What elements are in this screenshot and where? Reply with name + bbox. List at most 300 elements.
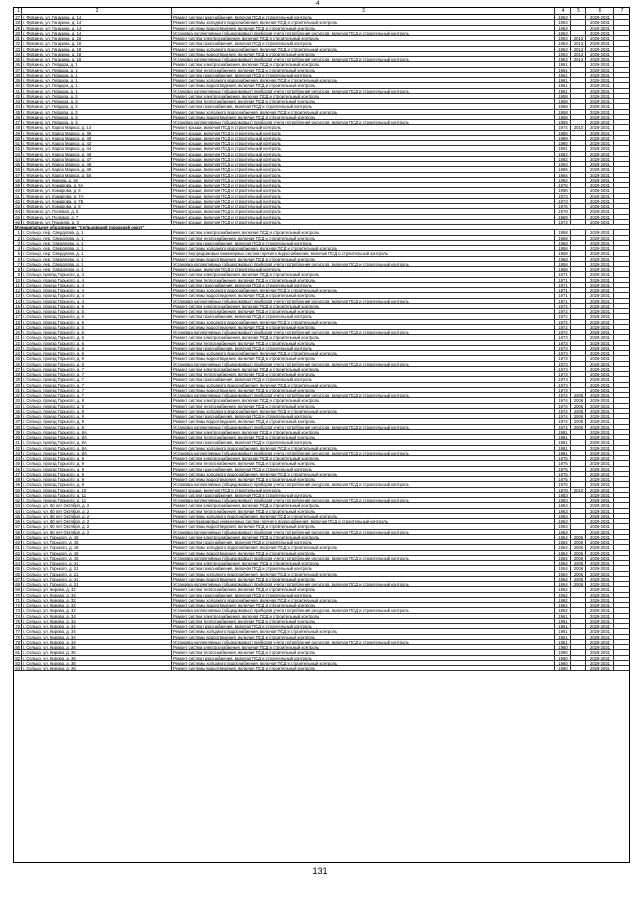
row-number: 16 [15,309,20,314]
row-number: 58 [15,177,20,182]
extra-cell [614,309,629,313]
period-cell: 2029-2031 [586,99,614,103]
year-overhaul-cell [571,110,586,114]
year-built-cell: 1960 [555,661,571,665]
row-number: 11 [15,282,20,287]
period-cell: 2029-2031 [586,52,614,56]
work-type-cell: Ремонт систем газоснабжения, включая ПСД и строительный контроль [172,566,555,570]
extra-cell [614,335,629,339]
year-built-cell: 1973 [555,346,571,350]
year-built-cell: 1991 [555,146,571,150]
period-cell: 2029-2031 [586,372,614,376]
header-cell: 2 [22,8,172,14]
extra-cell [614,530,629,534]
address-cell: г. Сельцо, проезд Горького, д. 8А [22,440,172,444]
address-cell: г. Фрязино, ул. Гейдара, д. 3 [22,99,172,103]
row-number: 32 [15,41,20,46]
work-type-cell: Ремонт систем электроснабжения, включая ПСД и строительный контроль [172,272,555,276]
extra-cell [614,288,629,292]
year-overhaul-cell: 2006 [571,551,586,555]
row-number: 61 [15,545,20,550]
row-number: 28 [15,372,20,377]
period-cell: 2029-2031 [586,435,614,439]
address-cell: г. Сельцо, проезд Горького, д. 8 [22,419,172,423]
extra-cell [614,314,629,318]
extra-cell [614,503,629,507]
row-number: 68 [15,582,20,587]
year-overhaul-cell [571,141,586,145]
work-type-cell: Ремонт систем газоснабжения, включая ПСД и строительный контроль [172,414,555,418]
work-type-cell: Ремонт крыши, включая ПСД и строительный контроль [172,167,555,171]
work-type-cell: Ремонт крыши, включая ПСД и строительный контроль [172,220,555,224]
extra-cell [614,477,629,481]
year-built-cell: 1963 [555,47,571,51]
work-type-cell: Ремонт систем газоснабжения, включая ПСД и строительный контроль [172,73,555,77]
year-built-cell: 1981 [555,430,571,434]
extra-cell [614,545,629,549]
year-built-cell: 1974 [555,393,571,397]
period-cell: 2029-2031 [586,461,614,465]
row-number: 41 [15,88,20,93]
extra-cell [614,656,629,660]
year-built-cell: 1961 [555,629,571,633]
year-overhaul-cell [571,493,586,497]
row-number: 48 [15,477,20,482]
extra-cell [614,356,629,360]
row-number: 24 [15,351,20,356]
year-built-cell: 1971 [555,278,571,282]
period-cell: 2029-2031 [586,404,614,408]
row-number: 25 [15,356,20,361]
year-built-cell: 1981 [555,446,571,450]
extra-cell [614,183,629,187]
period-cell: 2029-2031 [586,20,614,24]
period-cell: 2029-2031 [586,482,614,486]
row-number: 54 [15,156,20,161]
row-number: 67 [15,576,20,581]
row-number: 51 [15,141,20,146]
year-overhaul-cell [571,624,586,628]
work-type-cell: Установка коллективных (общедомовых) приборов учета потребления ресурсов, включая ПСД и строительный контроль [172,89,555,93]
year-overhaul-cell: 2006 [571,566,586,570]
period-cell: 2029-2031 [586,230,614,234]
address-cell: г. Сельцо, проезд Горького, д. 6 [22,351,172,355]
period-cell: 2029-2031 [586,545,614,549]
row-number: 69 [15,587,20,592]
year-overhaul-cell [571,167,586,171]
extra-cell [614,472,629,476]
year-overhaul-cell: 2006 [571,409,586,413]
work-type-cell: Ремонт крыши, включая ПСД и строительный контроль [172,173,555,177]
row-number: 4 [14,246,22,250]
row-number: 27 [15,366,20,371]
row-number: 77 [15,629,20,634]
address-cell: г. Фрязино, ул. Комарова, д. 5А [22,183,172,187]
period-cell: 2029-2031 [586,57,614,61]
extra-cell [614,136,629,140]
extra-cell [614,20,629,24]
extra-cell [614,52,629,56]
year-built-cell: 1990 [555,141,571,145]
period-cell: 2029-2031 [586,498,614,502]
period-cell: 2029-2031 [586,608,614,612]
work-type-cell: Ремонт системы холодного водоснабжения, включая ПСД и строительный контроль [172,110,555,114]
period-cell: 2029-2031 [586,120,614,124]
period-cell: 2029-2031 [586,451,614,455]
work-type-cell: Ремонт системы водоотведения, включая ПСД и строительный контроль [172,524,555,528]
year-overhaul-cell [571,215,586,219]
extra-cell [614,178,629,182]
header-cell: 6 [586,8,614,14]
period-cell: 2029-2031 [586,178,614,182]
period-cell: 2029-2031 [586,666,614,670]
address-cell: г. Фрязино, ул. Гейдара, д. 1 [22,68,172,72]
address-cell: г. Фрязино, ул. Гагарина, д. 18 [22,52,172,56]
year-built-cell: 1963 [555,20,571,24]
row-number: 43 [15,450,20,455]
year-overhaul-cell [571,194,586,198]
work-type-cell: Ремонт системы водоотведения, включая ПСД и строительный контроль [172,419,555,423]
year-overhaul-cell [571,650,586,654]
work-type-cell: Ремонт крыши, включая ПСД и строительный контроль [172,131,555,135]
period-cell: 2029-2031 [586,251,614,255]
year-built-cell: 1989 [555,136,571,140]
work-type-cell: Ремонт системы холодного водоснабжения, включая ПСД и строительный контроль [172,351,555,355]
extra-cell [614,230,629,234]
extra-cell [614,157,629,161]
work-type-cell: Ремонт системы водоотведения, включая ПСД и строительный контроль [172,603,555,607]
row-number: 1 [14,230,22,234]
address-cell: г. Сельцо, ул. Кирова, д. 32 [22,603,172,607]
extra-cell [614,451,629,455]
address-cell: г. Сельцо, пер. Свердлова, д. 1 [22,262,172,266]
extra-cell [614,304,629,308]
year-built-cell: 1960 [555,650,571,654]
extra-cell [614,188,629,192]
row-number: 64 [15,209,20,214]
address-cell: г. Сельцо, проезд Горького, д. 6 [22,341,172,345]
work-type-cell: Ремонт систем электроснабжения, включая ПСД и строительный контроль [172,456,555,460]
address-cell: г. Сельцо, ул. 60 лет Октября, д. 2 [22,530,172,534]
year-built-cell: 1958 [555,99,571,103]
year-built-cell: 1954 [555,577,571,581]
year-overhaul-cell [571,173,586,177]
address-cell: г. Фрязино, ул. Карла Маркса, д. 49 [22,167,172,171]
work-type-cell: Ремонт систем теплоснабжения, включая ПСД и строительный контроль [172,461,555,465]
year-built-cell: 1972 [555,314,571,318]
address-cell: г. Фрязино, ул. Карла Маркса, д. 14 [22,125,172,129]
extra-cell [614,346,629,350]
extra-cell [614,62,629,66]
address-cell: г. Сельцо, проезд Горького, д. 9 [22,482,172,486]
year-built-cell: 1954 [555,551,571,555]
address-cell: г. Сельцо, проезд Горького, д. 10 [22,488,172,492]
extra-cell [614,367,629,371]
work-type-cell: Ремонт крыши, включая ПСД и строительный контроль [172,146,555,150]
year-built-cell: 1973 [555,372,571,376]
header-cell: 1 [14,8,22,14]
row-number: 31 [15,387,20,392]
address-cell: г. Сельцо, ул. Горького, д. 21 [22,582,172,586]
period-cell: 2029-2031 [586,587,614,591]
year-overhaul-cell [571,262,586,266]
year-built-cell: 1981 [555,440,571,444]
year-overhaul-cell [571,89,586,93]
extra-cell [614,68,629,72]
row-number: 79 [15,639,20,644]
year-overhaul-cell [571,524,586,528]
year-overhaul-cell [571,320,586,324]
work-type-cell: Ремонт систем теплоснабжения, включая ПСД и строительный контроль [172,509,555,513]
row-number: 60 [15,540,20,545]
address-cell: г. Сельцо, проезд Горького, д. 8А [22,446,172,450]
work-type-cell: Ремонт систем теплоснабжения, включая ПСД и строительный контроль [172,404,555,408]
extra-cell [614,36,629,40]
year-built-cell: 1963 [555,509,571,513]
extra-cell [614,299,629,303]
year-built-cell: 1973 [555,199,571,203]
year-built-cell: 1963 [555,31,571,35]
year-built-cell: 1973 [555,367,571,371]
address-cell: г. Сельцо, проезд Горького, д. 5 [22,314,172,318]
year-built-cell: 1994 [555,173,571,177]
year-overhaul-cell [571,467,586,471]
extra-cell [614,425,629,429]
period-cell: 2029-2031 [586,367,614,371]
period-cell: 2029-2031 [586,330,614,334]
period-cell: 2029-2031 [586,104,614,108]
period-cell: 2029-2031 [586,398,614,402]
address-cell: г. Сельцо, ул. Кирова, д. 36 [22,656,172,660]
address-cell: г. Фрязино, ул. Карла Маркса, д. 46 [22,152,172,156]
extra-cell [614,409,629,413]
work-type-cell: Установка коллективных (общедомовых) приборов учета потребления ресурсов, включая ПСД и строительный контроль [172,451,555,455]
extra-cell [614,572,629,576]
row-number: 40 [15,435,20,440]
work-type-cell: Ремонт систем газоснабжения, включая ПСД и строительный контроль [172,346,555,350]
year-built-cell: 1971 [555,288,571,292]
year-overhaul-cell [571,278,586,282]
year-built-cell: 1954 [555,561,571,565]
extra-cell [614,152,629,156]
work-type-cell: Установка коллективных (общедомовых) приборов учета потребления ресурсов, включая ПСД и строительный контроль [172,556,555,560]
address-cell: г. Сельцо, проезд Горького, д. 5 [22,320,172,324]
row-number: 14 [15,298,20,303]
period-cell: 2029-2031 [586,335,614,339]
row-number: 49 [15,130,20,135]
address-cell: г. Сельцо, проезд Горького, д. 7 [22,383,172,387]
row-number: 36 [15,414,20,419]
work-type-cell: Ремонт крыши, включая ПСД и строительный контроль [172,199,555,203]
year-overhaul-cell [571,220,586,224]
work-type-cell: Установка коллективных (общедомовых) приборов учета потребления ресурсов, включая ПСД и строительный контроль [172,362,555,366]
year-overhaul-cell [571,68,586,72]
period-cell: 2029-2031 [586,283,614,287]
year-overhaul-cell [571,372,586,376]
period-cell: 2029-2031 [586,157,614,161]
work-type-cell: Ремонт систем электроснабжения, включая ПСД и строительный контроль [172,304,555,308]
work-type-cell: Ремонт систем газоснабжения, включая ПСД и строительный контроль [172,440,555,444]
work-type-cell: Ремонт крыши, включая ПСД и строительный контроль [172,209,555,213]
row-number: 63 [15,555,20,560]
work-type-cell: Ремонт системы холодного водоснабжения, включая ПСД и строительный контроль [172,383,555,387]
work-type-cell: Ремонт системы водоотведения, включая ПСД и строительный контроль [172,666,555,670]
row-number: 56 [15,519,20,524]
address-cell: г. Фрязино, ул. Карла Маркса, д. 42 [22,141,172,145]
period-cell: 2029-2031 [586,593,614,597]
period-cell: 2029-2031 [586,288,614,292]
address-cell: г. Сельцо, ул. Горького, д. 21 [22,561,172,565]
work-type-cell: Ремонт систем электроснабжения, включая ПСД и строительный контроль [172,62,555,66]
period-cell: 2029-2031 [586,215,614,219]
extra-cell [614,488,629,492]
work-type-cell: Ремонт систем электроснабжения, включая ПСД и строительный контроль [172,398,555,402]
period-cell: 2029-2031 [586,467,614,471]
year-built-cell: 1974 [555,404,571,408]
work-type-cell: Ремонт системы холодного водоснабжения, включая ПСД и строительный контроль [172,20,555,24]
year-overhaul-cell [571,283,586,287]
period-cell: 2029-2031 [586,36,614,40]
year-overhaul-cell [571,346,586,350]
year-built-cell: 1961 [555,83,571,87]
extra-cell [614,320,629,324]
extra-cell [614,593,629,597]
period-cell: 2029-2031 [586,199,614,203]
period-cell: 2029-2031 [586,15,614,19]
year-overhaul-cell [571,83,586,87]
address-cell: г. Сельцо, проезд Горького, д. 8 [22,409,172,413]
address-cell: г. Сельцо, проезд Горького, д. 5 [22,330,172,334]
period-cell: 2029-2031 [586,477,614,481]
period-cell: 2029-2031 [586,89,614,93]
year-overhaul-cell [571,230,586,234]
address-cell: г. Сельцо, проезд Горького, д. 8А [22,451,172,455]
period-cell: 2029-2031 [586,73,614,77]
year-built-cell: 1954 [555,566,571,570]
year-built-cell: 1962 [555,608,571,612]
year-overhaul-cell [571,509,586,513]
year-built-cell: 1958 [555,241,571,245]
year-built-cell: 1958 [555,104,571,108]
year-overhaul-cell [571,503,586,507]
row-number: 39 [15,78,20,83]
period-cell: 2029-2031 [586,624,614,628]
work-type-cell: Ремонт систем электроснабжения, включая ПСД и строительный контроль [172,94,555,98]
address-cell: г. Фрязино, ул. Комарова, д. 7Б [22,199,172,203]
extra-cell [614,94,629,98]
year-overhaul-cell [571,293,586,297]
address-cell: г. Фрязино, ул. Гагарина, д. 18 [22,36,172,40]
year-overhaul-cell [571,614,586,618]
address-cell: г. Сельцо, ул. Кирова, д. 34 [22,629,172,633]
extra-cell [614,110,629,114]
work-type-cell: Установка коллективных (общедомовых) приборов учета потребления ресурсов, включая ПСД и строительный контроль [172,330,555,334]
address-cell: г. Фрязино, ул. Гагарина, д. 14 [22,20,172,24]
work-type-cell: Ремонт крыши, включая ПСД и строительный контроль [172,141,555,145]
year-overhaul-cell: 2006 [571,398,586,402]
period-cell: 2029-2031 [586,293,614,297]
year-overhaul-cell [571,498,586,502]
period-cell: 2029-2031 [586,257,614,261]
year-built-cell: 1975 [555,482,571,486]
year-built-cell: 1961 [555,68,571,72]
row-number: 46 [15,466,20,471]
year-overhaul-cell [571,640,586,644]
extra-cell [614,551,629,555]
row-number: 50 [15,487,20,492]
row-number: 43 [15,99,20,104]
row-number: 76 [15,624,20,629]
year-overhaul-cell: 2006 [571,545,586,549]
year-overhaul-cell: 2006 [571,535,586,539]
year-built-cell: 1981 [555,451,571,455]
extra-cell [614,498,629,502]
extra-cell [614,514,629,518]
address-cell: г. Фрязино, ул. Гейдара, д. 3 [22,115,172,119]
year-built-cell: 1963 [555,26,571,30]
program-table [13,7,630,863]
period-cell: 2029-2031 [586,419,614,423]
work-type-cell: Ремонт систем электроснабжения, включая ПСД и строительный контроль [172,36,555,40]
work-type-cell: Установка коллективных (общедомовых) приборов учета потребления ресурсов, включая ПСД и строительный контроль [172,262,555,266]
extra-cell [614,15,629,19]
period-cell: 2029-2031 [586,503,614,507]
period-cell: 2029-2031 [586,383,614,387]
extra-cell [614,283,629,287]
year-built-cell: 1960 [555,656,571,660]
address-cell: г. Сельцо, ул. 60 лет Октября, д. 2 [22,503,172,507]
extra-cell [614,635,629,639]
work-type-cell: Ремонт системы водоотведения, включая ПСД и строительный контроль [172,577,555,581]
row-number: 45 [15,109,20,114]
year-built-cell: 1979 [555,209,571,213]
year-overhaul-cell [571,477,586,481]
year-built-cell: 1963 [555,57,571,61]
row-number: 48 [15,125,20,130]
row-number: 26 [15,361,20,366]
address-cell: г. Сельцо, ул. Горького, д. 21 [22,572,172,576]
work-type-cell: Установка коллективных (общедомовых) приборов учета потребления ресурсов, включая ПСД и строительный контроль [172,640,555,644]
year-built-cell: 1983 [555,493,571,497]
year-built-cell: 1972 [555,220,571,224]
year-overhaul-cell [571,94,586,98]
year-built-cell: 1973 [555,341,571,345]
row-number: 28 [15,20,20,25]
year-overhaul-cell: 2006 [571,393,586,397]
year-built-cell: 1954 [555,545,571,549]
address-cell: г. Сельцо, проезд Горького, д. 5 [22,304,172,308]
year-overhaul-cell [571,587,586,591]
row-number: 36 [15,62,20,67]
row-number: 42 [15,93,20,98]
extra-cell [614,519,629,523]
year-overhaul-cell [571,26,586,30]
row-number: 37 [15,419,20,424]
row-number: 37 [15,67,20,72]
year-overhaul-cell [571,120,586,124]
year-overhaul-cell: 2013 [571,57,586,61]
year-overhaul-cell [571,356,586,360]
work-type-cell: Ремонт систем электроснабжения, включая ПСД и строительный контроль [172,335,555,339]
year-overhaul-cell: 2006 [571,425,586,429]
year-built-cell: 1989 [555,215,571,219]
period-cell: 2029-2031 [586,635,614,639]
address-cell: г. Фрязино, ул. Гейдара, д. 1 [22,89,172,93]
row-number: 66 [15,219,20,224]
year-overhaul-cell [571,257,586,261]
year-overhaul-cell [571,666,586,670]
address-cell: г. Сельцо, проезд Горького, д. 9 [22,456,172,460]
